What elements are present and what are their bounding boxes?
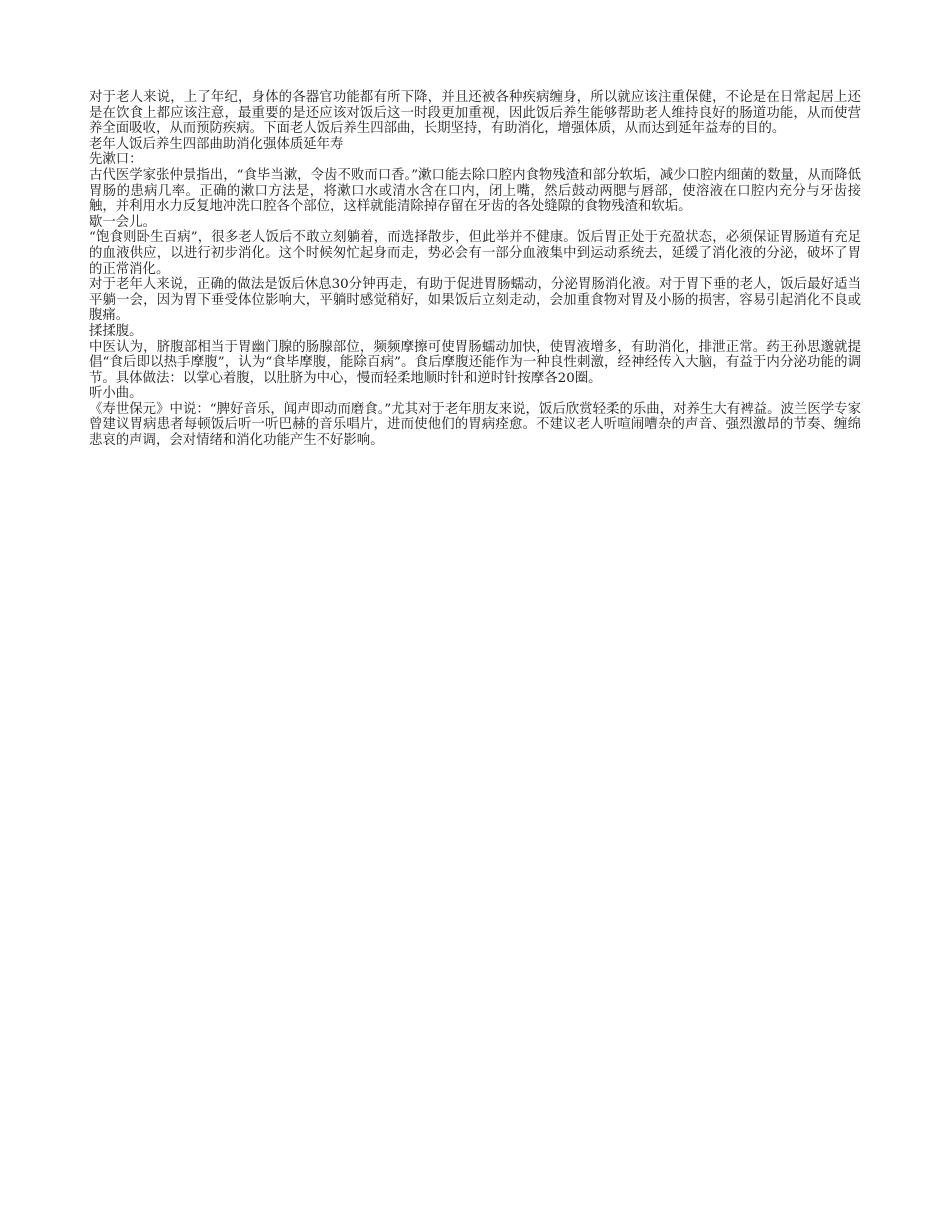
- section-heading-music: 听小曲。: [89, 386, 143, 402]
- section-heading-massage: 揉揉腹。: [89, 323, 143, 339]
- section-heading-rest: 歇一会儿。: [89, 214, 156, 230]
- intro-paragraph: 对于老人来说，上了年纪，身体的各器官功能都有所下降，并且还被各种疾病缠身，所以就应该注重保健，不论是在日常起居上还是在饮食上都应该注意，最重要的是还应该对饭后这一时段更加重视，因此饭后养生能够帮助老人维持良好的肠道功能，从而使营养全面吸收，从而预防疾病。下面老人饭后养生四部曲，长期坚持，有助消化，增强体质，从而达到延年益寿的目的。: [89, 90, 861, 137]
- document-body: [89, 90, 861, 449]
- massage-paragraph: 中医认为，脐腹部相当于胃幽门腺的肠腺部位，频频摩擦可使胃肠蠕动加快，使胃液增多，有助消化，排泄正常。药王孙思邈就提倡“食后即以热手摩腹”，认为“食毕摩腹，能除百病”。食后摩腹还能作为一种良性刺激，经神经传入大脑，有益于内分泌功能的调节。具体做法：以掌心着腹，以肚脐为中心，慢而轻柔地顺时针和逆时针按摩各20圈。: [89, 339, 861, 386]
- rest-paragraph-1: “饱食则卧生百病”，很多老人饭后不敢立刻躺着，而选择散步，但此举并不健康。饭后胃正处于充盈状态，必须保证胃肠道有充足的血液供应，以进行初步消化。这个时候匆忙起身而走，势必会有一部分血液集中到运动系统去，延缓了消化液的分泌，破坏了胃的正常消化。: [89, 230, 861, 277]
- rinse-paragraph: 古代医学家张仲景指出，“食毕当漱，令齿不败而口香。”漱口能去除口腔内食物残渣和部分软垢，减少口腔内细菌的数量，从而降低胃肠的患病几率。正确的漱口方法是，将漱口水或清水含在口内，闭上嘴，然后鼓动两腮与唇部，使溶液在口腔内充分与牙齿接触，并利用水力反复地冲洗口腔各个部位，这样就能清除掉存留在牙齿的各处缝隙的食物残渣和软垢。: [89, 167, 861, 215]
- article-title: 老年人饭后养生四部曲助消化强体质延年寿: [89, 136, 344, 152]
- section-heading-rinse: 先漱口：: [89, 152, 143, 168]
- rest-paragraph-2: 对于老年人来说，正确的做法是饭后休息30分钟再走，有助于促进胃肠蠕动，分泌胃肠消化液。对于胃下垂的老人，饭后最好适当平躺一会，因为胃下垂受体位影响大，平躺时感觉稍好，如果饭后立刻走动，会加重食物对胃及小肠的损害，容易引起消化不良或腹痛。: [89, 277, 861, 324]
- music-paragraph: 《寿世保元》中说：“脾好音乐，闻声即动而磨食。”尤其对于老年朋友来说，饭后欣赏轻柔的乐曲，对养生大有裨益。波兰医学专家曾建议胃病患者每顿饭后听一听巴赫的音乐唱片，进而使他们的胃病痊愈。不建议老人听喧闹嘈杂的声音、强烈激昂的节奏、缠绵悲哀的声调，会对情绪和消化功能产生不好影响。: [89, 401, 861, 449]
